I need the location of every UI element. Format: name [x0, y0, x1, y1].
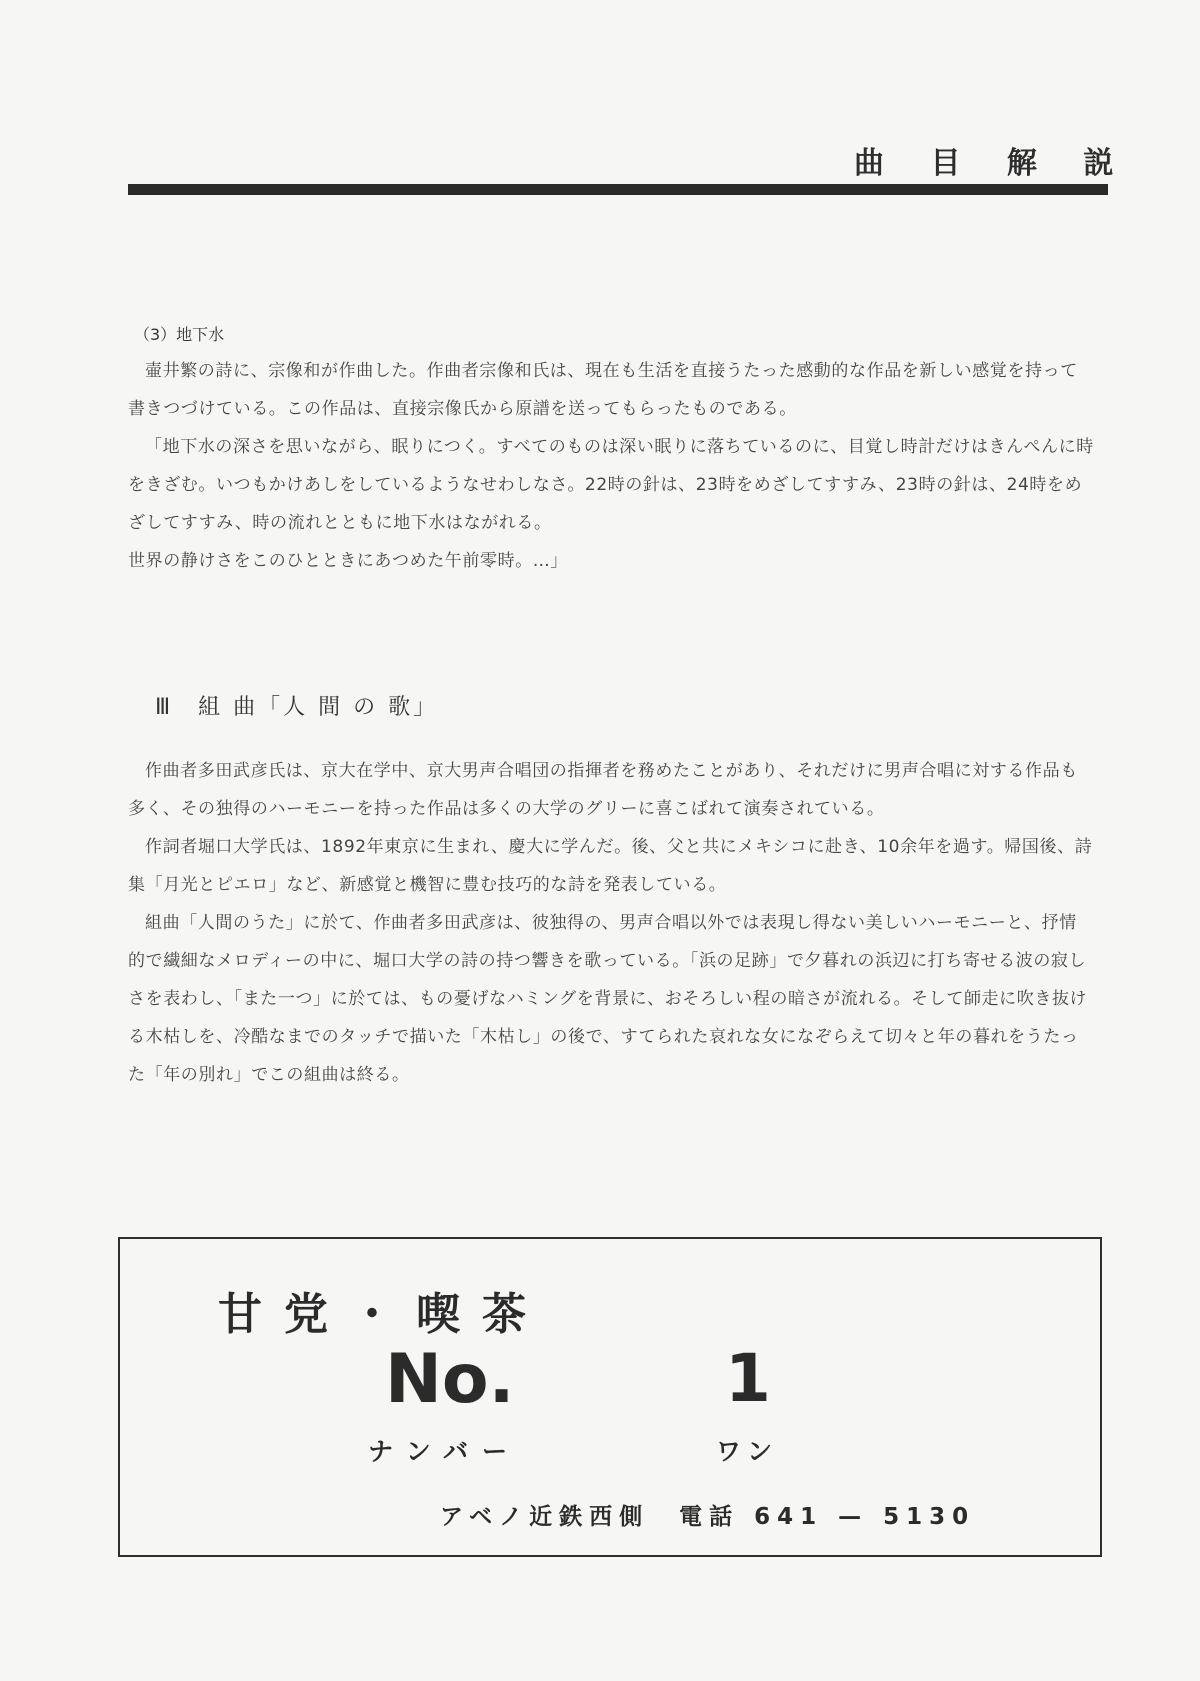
paragraph: 作曲者多田武彦氏は、京大在学中、京大男声合唱団の指揮者を務めたことがあり、それだけに男声合唱に対する作品も多く、その独得のハーモニーを持った作品は多くの大学のグリーに喜こばれて演奏されている。 — [128, 761, 1078, 819]
ad-shop-name: 甘党・喫茶 — [218, 1289, 548, 1340]
ad-kana-one: ワン — [716, 1437, 779, 1466]
section-label: （3）地下水 — [134, 325, 225, 344]
paragraph: 「地下水の深さを思いながら、眠りにつく。すべてのものは深い眠りに落ちているのに、目覚し時計だけはきんぺんに時をきざむ。いつもかけあしをしているようなせわしなさ。22時の針は、23時をめざしてすすみ、23時の針は、24時をめざしてすすみ、時の流れとともに地下水はながれる。 — [128, 437, 1094, 533]
page-title: 曲 目 解 説 — [854, 146, 1132, 181]
section3-body — [128, 352, 1094, 580]
suite-heading: Ⅲ 組 曲「人 間 の 歌」 — [155, 695, 439, 720]
ad-number: 1 — [725, 1340, 771, 1417]
header-rule — [128, 184, 1108, 195]
suite-body — [128, 752, 1094, 1094]
ad-address: アベノ近鉄西側 電話 641 — 5130 — [440, 1504, 976, 1530]
paragraph: 組曲「人間のうた」に於て、作曲者多田武彦は、彼独得の、男声合唱以外では表現し得ない美しいハーモニーと、抒情的で繊細なメロディーの中に、堀口大学の詩の持つ響きを歌っている。「浜の足跡」で夕暮れの浜辺に打ち寄せる波の寂しさを表わし、「また一つ」に於ては、もの憂げなハミングを背景に、おそろしい程の暗さが流れる。そして師走に吹き抜ける木枯しを、冷酷なまでのタッチで描いた「木枯し」の後で、すてられた哀れな女になぞらえて切々と年の暮れをうたった「年の別れ」でこの組曲は終る。 — [128, 913, 1088, 1085]
paragraph: 壷井繁の詩に、宗像和が作曲した。作曲者宗像和氏は、現在も生活を直接うたった感動的な作品を新しい感覚を持って書きつづけている。この作品は、直接宗像氏から原譜を送ってもらったものである。 — [128, 361, 1078, 419]
paragraph: 作詞者堀口大学氏は、1892年東京に生まれ、慶大に学んだ。後、父と共にメキシコに赴き、10余年を過す。帰国後、詩集「月光とピエロ」など、新感覚と機智に豊む技巧的な詩を発表している。 — [128, 837, 1093, 895]
paragraph: 世界の静けさをこのひとときにあつめた午前零時。…」 — [128, 551, 568, 571]
ad-no-label: No. — [385, 1340, 515, 1419]
ad-kana-number: ナンバー — [368, 1437, 522, 1466]
